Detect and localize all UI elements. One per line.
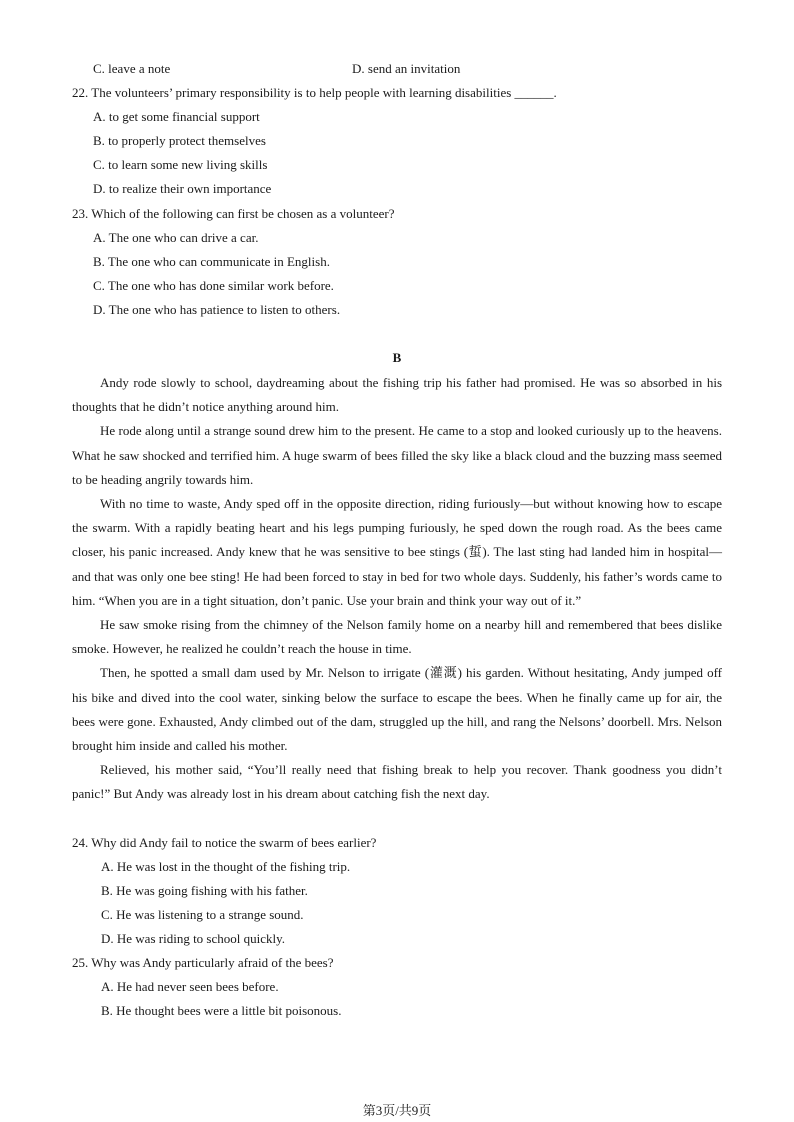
q23-option-d: D. The one who has patience to listen to others. xyxy=(93,302,341,317)
passage-b xyxy=(72,371,722,807)
q23-option-b: B. The one who can communicate in English. xyxy=(93,254,330,269)
q22-option-c: C. to learn some new living skills xyxy=(93,157,268,172)
q24-option-d: D. He was riding to school quickly. xyxy=(101,931,286,946)
q25-stem: 25. Why was Andy particularly afraid of the bees? xyxy=(72,955,334,970)
q24-stem: 24. Why did Andy fail to notice the swarm of bees earlier? xyxy=(72,835,377,850)
passage-paragraph: With no time to waste, Andy sped off in the opposite direction, riding furiously—but without knowing how to escape the swarm. With a rapidly beating heart and his legs pumping furiously, he sped down the rough road. As the bees came closer, his panic increased. Andy knew that he was sensitive to bee stings (蜇). The last sting had landed him in hospital—and that was only one bee sting! He had been forced to stay in bed for two whole days. Suddenly, his father’s words came to him. “When you are in a tight situation, don’t panic. Use your brain and think your way out of it.” xyxy=(72,496,722,608)
q22-stem: 22. The volunteers’ primary responsibility is to help people with learning disabilities ______. xyxy=(72,85,557,100)
passage-paragraph: Relieved, his mother said, “You’ll really need that fishing break to help you recover. Thank goodness you didn’t panic!” But Andy was already lost in his dream about catching fish the next day. xyxy=(72,762,722,802)
q22-option-a: A. to get some financial support xyxy=(93,109,260,124)
q23-option-a: A. The one who can drive a car. xyxy=(93,230,259,245)
q23-stem: 23. Which of the following can first be chosen as a volunteer? xyxy=(72,206,395,221)
q21-option-c: C. leave a note xyxy=(93,61,171,76)
q24-option-b: B. He was going fishing with his father. xyxy=(101,883,308,898)
q24-option-a: A. He was lost in the thought of the fishing trip. xyxy=(101,859,351,874)
passage-paragraph: He saw smoke rising from the chimney of the Nelson family home on a nearby hill and remembered that bees dislike smoke. However, he realized he couldn’t reach the house in time. xyxy=(72,617,722,657)
q25-option-b: B. He thought bees were a little bit poisonous. xyxy=(101,1003,342,1018)
q23-option-c: C. The one who has done similar work before. xyxy=(93,278,334,293)
q24-option-c: C. He was listening to a strange sound. xyxy=(101,907,304,922)
page-number: 第3页/共9页 xyxy=(362,1103,432,1118)
q21-option-d: D. send an invitation xyxy=(352,61,461,76)
q22-option-b: B. to properly protect themselves xyxy=(93,133,266,148)
q25-option-a: A. He had never seen bees before. xyxy=(101,979,279,994)
section-title: B xyxy=(392,350,402,365)
q22-option-d: D. to realize their own importance xyxy=(93,181,272,196)
passage-paragraph: He rode along until a strange sound drew him to the present. He came to a stop and looked curiously up to the heavens. What he saw shocked and terrified him. A huge swarm of bees filled the sky like a black cloud and the buzzing mass seemed to be heading angrily towards him. xyxy=(72,423,722,487)
passage-paragraph: Then, he spotted a small dam used by Mr. Nelson to irrigate (灌溉) his garden. Without hesitating, Andy jumped off his bike and dived into the cool water, sinking below the surface to escape the bees. When he finally came up for air, the bees were gone. Exhausted, Andy climbed out of the dam, struggled up the hill, and rang the Nelsons’ doorbell. Mrs. Nelson brought him inside and called his mother. xyxy=(72,665,722,754)
passage-paragraph: Andy rode slowly to school, daydreaming about the fishing trip his father had promised. He was so absorbed in his thoughts that he didn’t notice anything around him. xyxy=(72,375,722,415)
